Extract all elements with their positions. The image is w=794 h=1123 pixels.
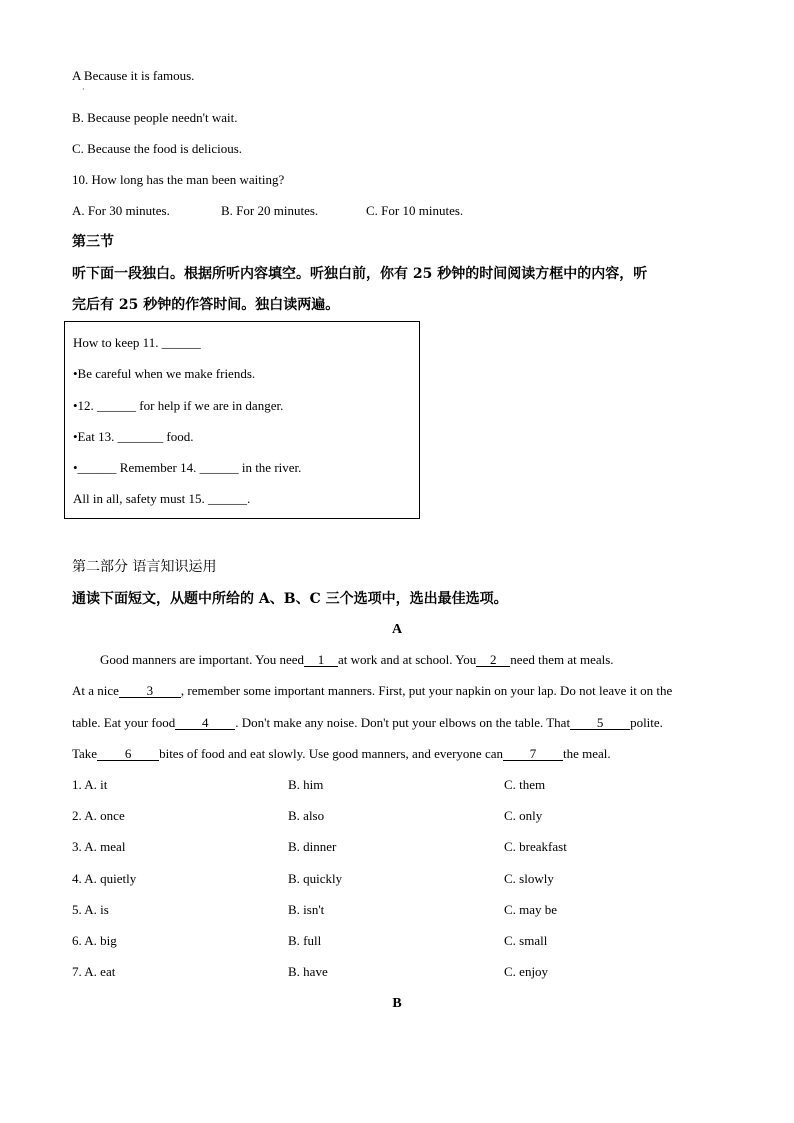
part2-instruction: 通读下面短文，从题中所给的 A、B、C 三个选项中，选出最佳选项。 (72, 591, 508, 607)
option-3a: 3. A. meal (72, 839, 126, 854)
blank-6: 6 (97, 747, 159, 761)
passage-text: the meal. (563, 746, 611, 761)
passage-text: Take (72, 746, 98, 761)
box-line-5: •______ Remember 14. ______ in the river. (73, 460, 302, 475)
option-2a: 2. A. once (72, 808, 125, 823)
option-5b: B. isn't (288, 902, 325, 917)
q10-stem: 10. How long has the man been waiting? (72, 172, 285, 187)
blank-4: 4 (175, 716, 235, 730)
passage-b-label: B (392, 996, 402, 1011)
q10-option-a: A. For 30 minutes. (72, 203, 170, 218)
option-4a: 4. A. quietly (72, 871, 137, 886)
fill-in-box (64, 321, 420, 519)
option-1c: C. them (504, 777, 546, 792)
passage-text: . Don't make any noise. Don't put your elbows on the table. That (235, 715, 571, 730)
passage-text: bites of food and eat slowly. Use good manners, and everyone can (159, 746, 503, 761)
option-5c: C. may be (504, 902, 558, 917)
q10-option-c: C. For 10 minutes. (366, 203, 464, 218)
option-7b: B. have (288, 964, 328, 979)
box-line-3: •12. ______ for help if we are in danger. (73, 398, 284, 413)
passage-text: Good manners are important. You need (100, 652, 304, 667)
option-4c: C. slowly (504, 871, 554, 886)
option-1a: 1. A. it (72, 777, 108, 792)
passage-text: At a nice (72, 683, 119, 698)
part2-title: 第二部分 语言知识运用 (72, 559, 217, 575)
option-5a: 5. A. is (72, 902, 109, 917)
passage-text: at work and at school. You (338, 652, 477, 667)
passage-line-4 (72, 746, 611, 762)
section3-instruction-line2: 完后有 25 秒钟的作答时间。独白读两遍。 (72, 297, 340, 313)
option-1b: B. him (288, 777, 324, 792)
passage-text: polite. (630, 715, 663, 730)
option-3c: C. breakfast (504, 839, 567, 854)
option-2b: B. also (288, 808, 325, 823)
blank-1: 1 (304, 653, 338, 667)
option-7a: 7. A. eat (72, 964, 116, 979)
section3-instruction-line1: 听下面一段独白。根据所听内容填空。听独白前，你有 25 秒钟的时间阅读方框中的内容，听 (72, 266, 648, 282)
blank-5: 5 (570, 716, 630, 730)
blank-3: 3 (119, 684, 181, 698)
option-6a: 6. A. big (72, 933, 117, 948)
q10-option-b: B. For 20 minutes. (221, 203, 319, 218)
box-line-6: All in all, safety must 15. ______. (73, 491, 251, 506)
option-6b: B. full (288, 933, 322, 948)
option-4b: B. quickly (288, 871, 343, 886)
option-6c: C. small (504, 933, 548, 948)
stray-dot: · (82, 85, 85, 94)
q9-option-b: B. Because people needn't wait. (72, 110, 238, 125)
passage-line-2 (72, 683, 672, 699)
section3-title: 第三节 (72, 234, 114, 250)
option-7c: C. enjoy (504, 964, 549, 979)
q9-option-a: A Because it is famous. (72, 68, 195, 83)
passage-line-1 (100, 652, 614, 668)
box-line-2: •Be careful when we make friends. (73, 366, 256, 381)
blank-7: 7 (503, 747, 563, 761)
q9-option-c: C. Because the food is delicious. (72, 141, 243, 156)
passage-a-label: A (391, 622, 403, 637)
option-2c: C. only (504, 808, 543, 823)
blank-2: 2 (476, 653, 510, 667)
passage-line-3 (72, 715, 663, 731)
option-3b: B. dinner (288, 839, 337, 854)
passage-text: , remember some important manners. First, put your napkin on your lap. Do not leave it on the (180, 683, 673, 698)
box-line-4: •Eat 13. _______ food. (73, 429, 194, 444)
passage-text: need them at meals. (510, 652, 614, 667)
passage-text: table. Eat your food (72, 715, 176, 730)
box-line-1: How to keep 11. ______ (73, 335, 201, 350)
